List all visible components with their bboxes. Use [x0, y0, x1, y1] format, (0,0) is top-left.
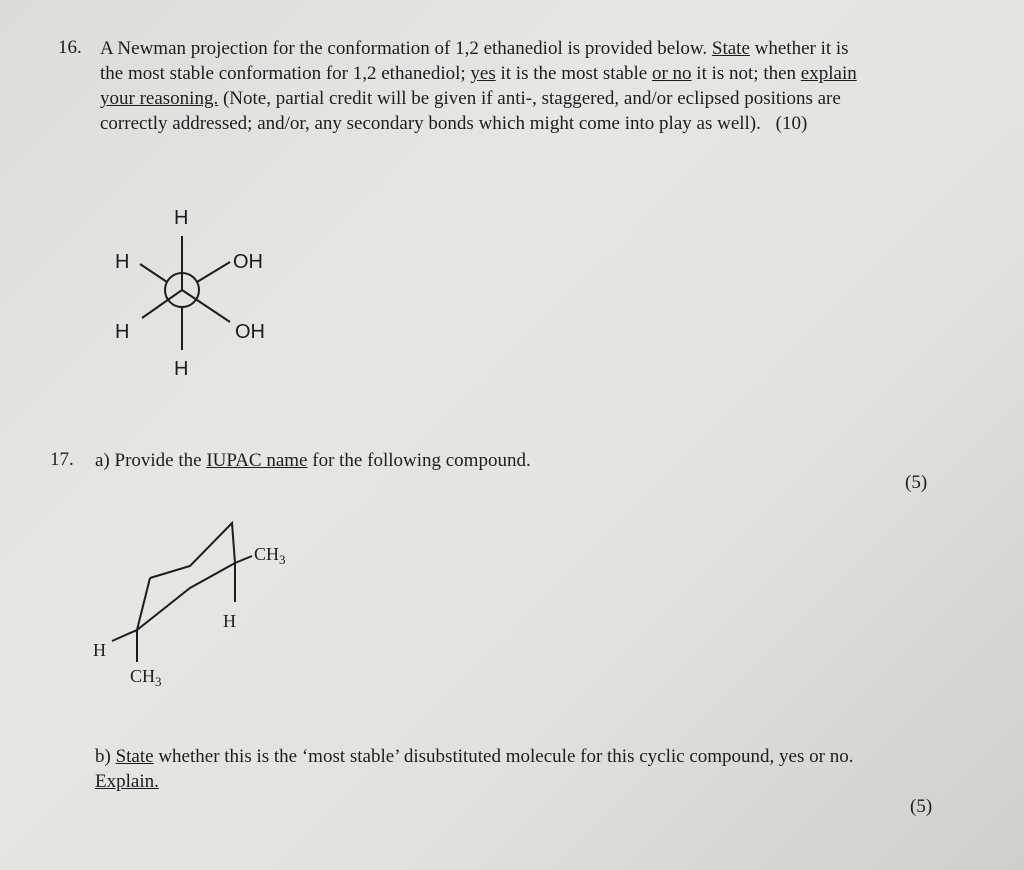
iupac-name-keyword: IUPAC name — [206, 450, 308, 471]
state-keyword: State — [711, 38, 750, 59]
chair-ch3-top-label: $CH_3$ — [254, 544, 286, 567]
front-bond-bottom-left — [142, 290, 182, 318]
newman-front-bottom-right-oh: OH — [235, 321, 265, 343]
q16-line-4: correctly addressed; and/or, any secondary bonds which might come into play as well). (10) — [100, 113, 808, 134]
q16-line-2: the most stable conformation for 1,2 ethanediol; yes it is the most stable or no it is not; then explain — [100, 63, 857, 84]
newman-front-bottom-left-h: H — [115, 321, 130, 343]
back-bond-top-left — [140, 264, 167, 282]
question-17b-text: b) State whether this is the ‘most stable’ disubstituted molecule for this cyclic compound, yes or no. Explain. — [95, 746, 854, 792]
chair-cyclohexane — [112, 523, 252, 662]
yes-keyword: yes — [470, 63, 496, 84]
newman-back-top-left-h: H — [115, 251, 130, 273]
chair-ch3-bottom-label: $CH_3$ — [130, 666, 162, 689]
newman-projection — [140, 236, 230, 350]
explain-keyword-b: Explain. — [95, 771, 159, 792]
chair-ch3-top-bond — [235, 556, 252, 563]
q16-points: (10) — [775, 113, 808, 134]
state-keyword-b: State — [115, 746, 154, 767]
chair-h-left-bond — [112, 630, 137, 641]
chair-h-left-label: H — [93, 640, 106, 660]
chair-ring — [137, 523, 235, 630]
newman-front-top-h: H — [174, 207, 189, 229]
q17a-points: (5) — [905, 472, 928, 493]
chair-h-mid-label: H — [223, 611, 236, 631]
q17b-points: (5) — [910, 796, 933, 817]
reasoning-keyword: your reasoning. — [100, 88, 219, 109]
question-16-number: 16. — [58, 37, 82, 58]
newman-back-bottom-h: H — [174, 358, 189, 380]
question-17-number: 17. — [50, 449, 74, 470]
explain-keyword: explain — [800, 63, 857, 84]
or-no-keyword: or no — [651, 63, 692, 84]
question-17a-text: a) Provide the IUPAC name for the following compound. — [95, 450, 531, 471]
back-bond-top-right — [197, 262, 230, 282]
q16-line-1: A Newman projection for the conformation of 1,2 ethanediol is provided below. State whether it is — [100, 38, 849, 59]
q16-line-3: your reasoning. (Note, partial credit will be given if anti-, staggered, and/or eclipsed positions are — [100, 88, 841, 109]
newman-back-top-right-oh: OH — [233, 251, 263, 273]
